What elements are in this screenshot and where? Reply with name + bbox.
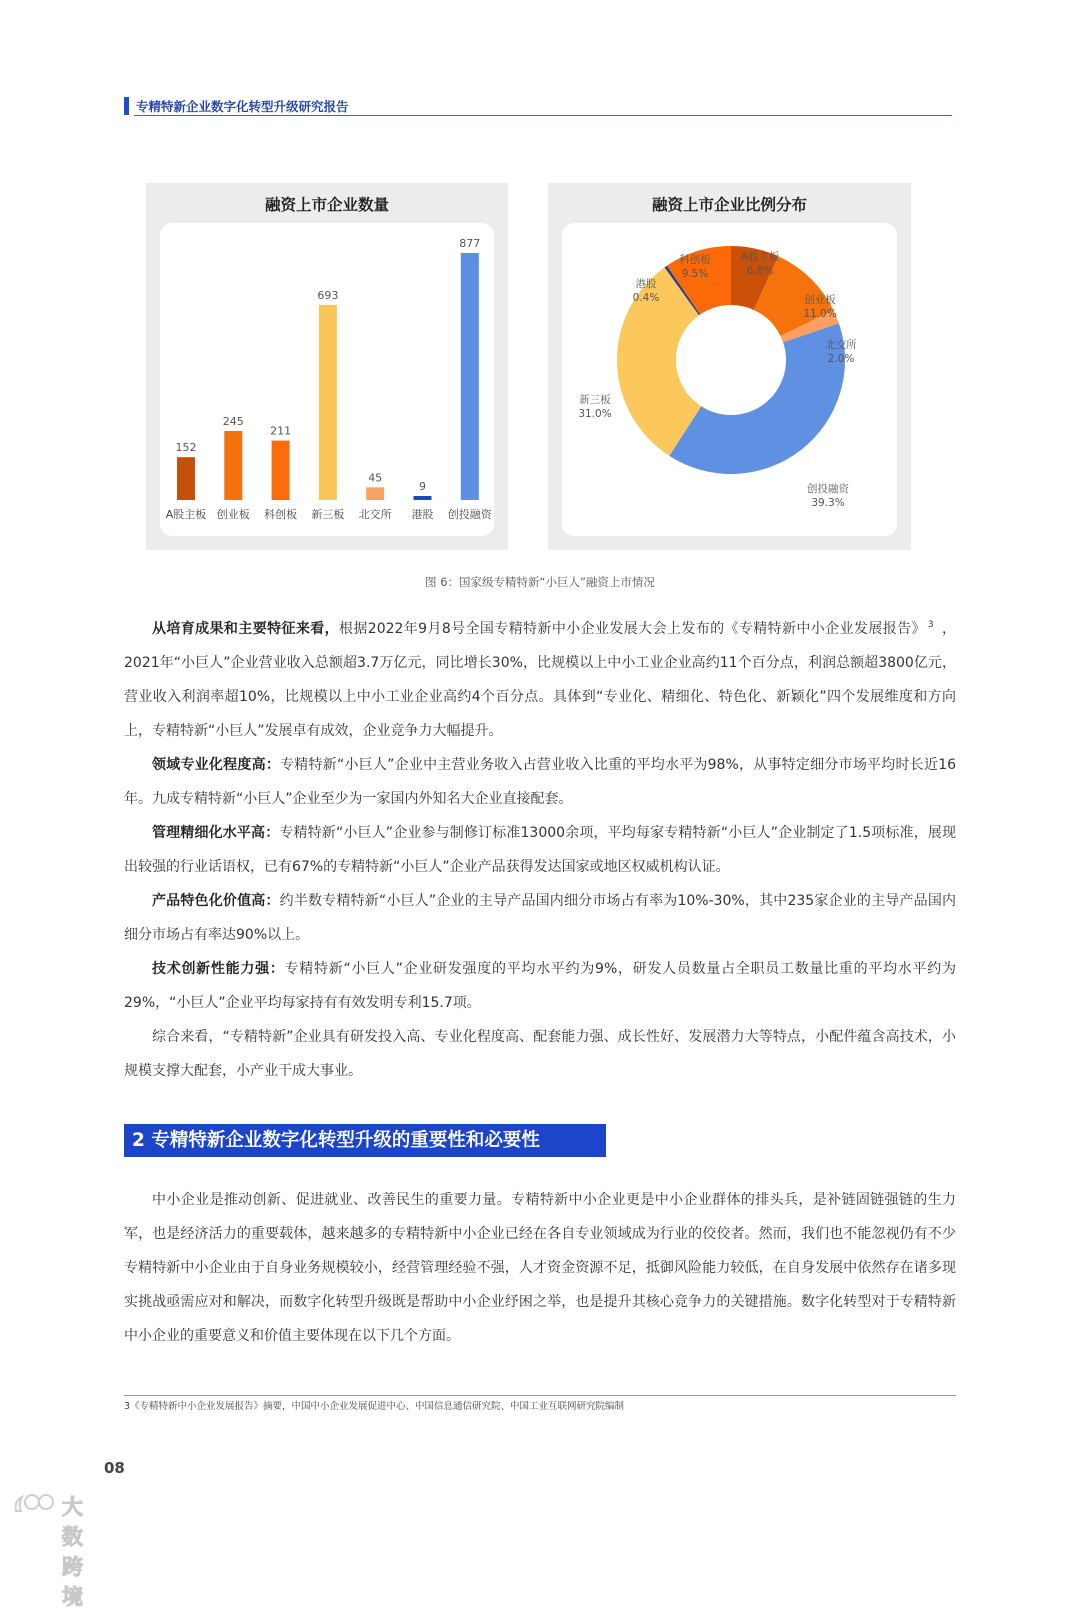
paragraph-text: 根据2022年9月8号全国专精特新中小企业发展大会上发布的《专精特新中小企业发展报告》	[339, 621, 926, 637]
slice-value-label: 39.3%	[811, 497, 845, 509]
paragraph: 综合来看，“专精特新”企业具有研发投入高、专业化程度高、配套能力强、成长性好、发展潜力大等特点，小配件蕴含高技术，小规模支撑大配套，小产业干成大事业。	[124, 1029, 956, 1079]
bar-category-label: A股主板	[165, 508, 207, 521]
section-heading: 2 专精特新企业数字化转型升级的重要性和必要性	[124, 1124, 606, 1157]
paragraph	[124, 748, 956, 816]
paragraph	[124, 816, 956, 884]
bar-value-label: 877	[459, 237, 481, 250]
bar-category-label: 新三板	[311, 508, 345, 521]
body-text-2	[124, 1183, 956, 1353]
bar-category-label: 创业板	[216, 508, 250, 521]
page-number: 08	[104, 1459, 125, 1477]
paragraph	[124, 884, 956, 952]
bar-chart-card	[160, 223, 494, 536]
paragraph-lead: 技术创新性能力强：	[152, 961, 285, 977]
paragraph-lead: 从培育成果和主要特征来看，	[152, 621, 340, 637]
paragraph-lead: 管理精细化水平高：	[152, 825, 280, 841]
bar-category-label: 创投融资	[447, 508, 492, 521]
report-title: 专精特新企业数字化转型升级研究报告	[136, 99, 349, 114]
slice-label: 创业板	[804, 294, 836, 306]
slice-value-label: 6.8%	[746, 265, 774, 277]
donut-chart-title: 融资上市企业比例分布	[651, 196, 807, 214]
bar-chart-panel	[146, 183, 508, 550]
slice-value-label: 11.0%	[803, 308, 837, 320]
slice-value-label: 2.0%	[827, 353, 855, 365]
donut-slice	[669, 323, 845, 474]
slice-label: 创投融资	[807, 483, 849, 495]
paragraph: 中小企业是推动创新、促进就业、改善民生的重要力量。专精特新中小企业更是中小企业群体的排头兵，是补链固链强链的生力军，也是经济活力的重要载体，越来越多的专精特新中小企业已经在各自专业领域成为行业的佼佼者。然而，我们也不能忽视仍有不少专精特新中小企业由于自身业务规模较小，经营管理经验不强，人才资金资源不足，抵御风险能力较低，在自身发展中依然存在诸多现实挑战亟需应对和解决，而数字化转型升级既是帮助中小企业纾困之举，也是提升其核心竞争力的关键措施。数字化转型对于专精特新中小企业的重要意义和价值主要体现在以下几个方面。	[124, 1192, 956, 1344]
bar	[177, 457, 195, 500]
bar-chart-title: 融资上市企业数量	[264, 196, 389, 214]
report-header	[124, 96, 952, 118]
bar-value-label: 9	[419, 480, 426, 493]
paragraph-text: 专精特新“小巨人”企业参与制修订标准13000余项，平均每家专精特新“小巨人”企业制定了1.5项标准，展现出较强的行业话语权，已有67%的专精特新“小巨人”企业产品获得发达国家或地区权威机构认证。	[124, 825, 957, 875]
slice-value-label: 31.0%	[578, 408, 612, 420]
paragraph	[124, 952, 956, 1020]
slice-label: 科创板	[679, 254, 711, 266]
bar-value-label: 693	[317, 288, 339, 302]
paragraph-text: 专精特新“小巨人”企业中主营业务收入占营业收入比重的平均水平为98%，从事特定细分市场平均时长近16年。九成专精特新“小巨人”企业至少为一家国内外知名大企业直接配套。	[124, 757, 957, 807]
slice-label: 港股	[635, 278, 657, 290]
slice-value-label: 9.5%	[681, 268, 709, 280]
paragraph-lead: 领域专业化程度高：	[152, 757, 281, 773]
bar-value-label: 152	[175, 441, 197, 455]
bar	[319, 305, 337, 500]
paragraph	[124, 612, 956, 748]
header-accent-bar	[124, 97, 129, 115]
donut-chart-panel	[548, 183, 911, 550]
bar-category-label: 北交所	[358, 508, 392, 521]
bar	[414, 496, 432, 500]
bar	[272, 441, 290, 500]
body-text-1	[124, 612, 956, 1088]
watermark-text: 大数跨境	[62, 1495, 84, 1609]
brand-logo-icon	[12, 1491, 56, 1517]
bar-chart	[160, 223, 494, 522]
footnote-rule	[124, 1395, 956, 1396]
bar-value-label: 245	[222, 414, 244, 428]
slice-label: A股主板	[740, 251, 780, 263]
paragraph-lead: 产品特色化价值高：	[152, 893, 280, 909]
paragraph-text: 专精特新“小巨人”企业研发强度的平均水平约为9%，研发人员数量占全职员工数量比重的平均水平约为29%，“小巨人”企业平均每家持有有效发明专利15.7项。	[124, 961, 956, 1011]
donut-chart-card	[562, 223, 897, 536]
bar-value-label: 45	[368, 471, 383, 485]
bar-category-label: 港股	[411, 508, 434, 521]
bar	[366, 487, 384, 500]
paragraph-text: 约半数专精特新“小巨人”企业的主导产品国内细分市场占有率为10%-30%，其中235家企业的主导产品国内细分市场占有率达90%以上。	[124, 893, 957, 943]
bar	[461, 253, 479, 500]
bar-category-label: 科创板	[264, 508, 298, 521]
footnote-ref: 3	[927, 620, 934, 631]
bar-value-label: 211	[270, 424, 292, 438]
paragraph-text: ，2021年“小巨人”企业营业收入总额超3.7万亿元，同比增长30%，比规模以上中小工业企业高约11个百分点，利润总额超3800亿元，营业收入利润率超10%，比规模以上中小工业企业高约4个百分点。具体到“专业化、精细化、特色化、新颖化”四个发展维度和方向上，专精特新“小巨人”发展卓有成效，企业竞争力大幅提升。	[124, 621, 956, 739]
figure-caption: 图 6：国家级专精特新“小巨人”融资上市情况	[425, 575, 655, 589]
footnote: 3《专精特新中小企业发展报告》摘要，中国中小企业发展促进中心、中国信息通信研究院、中国工业互联网研究院编制	[124, 1401, 625, 1412]
header-rule	[134, 115, 952, 116]
bar	[224, 431, 242, 500]
slice-label: 北交所	[825, 339, 857, 351]
slice-value-label: 0.4%	[632, 292, 660, 304]
slice-label: 新三板	[579, 394, 611, 406]
donut-chart	[562, 223, 897, 522]
